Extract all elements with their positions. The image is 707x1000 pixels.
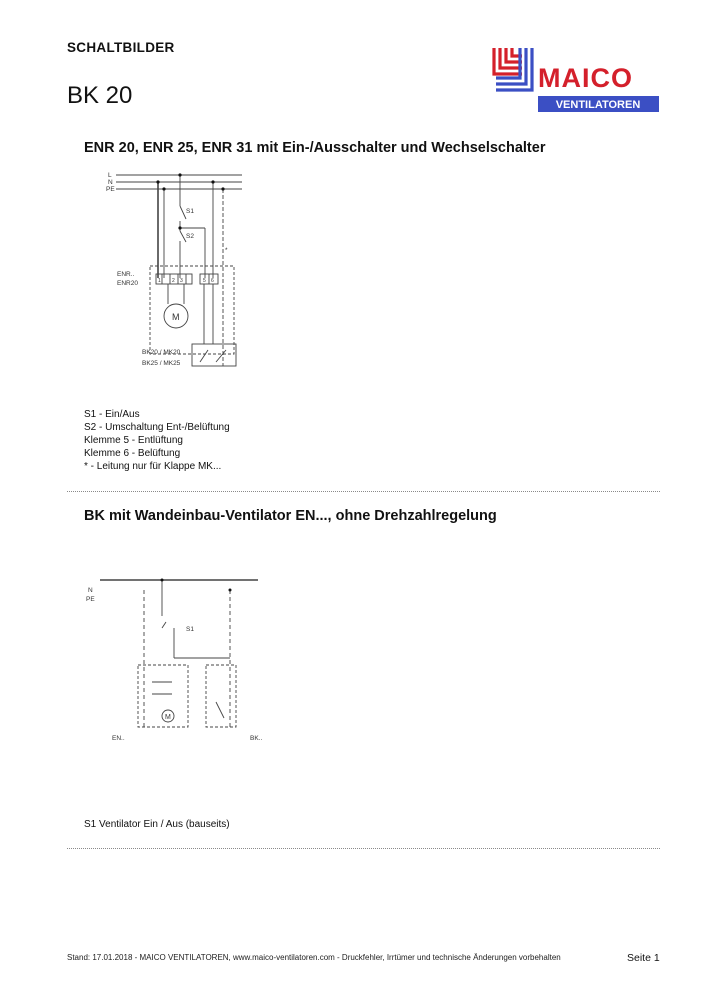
- legend-item: S2 - Umschaltung Ent-/Belüftung: [84, 422, 230, 433]
- damper-box: [206, 665, 236, 727]
- terminal-label-1: 1: [158, 278, 161, 284]
- motor-label: M: [165, 714, 171, 721]
- section-divider: [67, 848, 660, 849]
- damper-box: [192, 344, 236, 366]
- device-label-2: ENR20: [117, 280, 138, 287]
- legend-item: Klemme 5 - Entlüftung: [84, 435, 183, 446]
- motor-label: M: [172, 312, 180, 322]
- switch-label-s1: S1: [186, 208, 194, 215]
- terminal-label-3: 3: [180, 278, 183, 284]
- net-label-l: L: [108, 172, 112, 179]
- damper-label-2: BK25 / MK25: [142, 360, 181, 367]
- fan-label: EN..: [112, 735, 125, 742]
- net-label-n: N: [88, 587, 93, 594]
- section-2-title: BK mit Wandeinbau-Ventilator EN..., ohne Drehzahlregelung: [84, 508, 497, 524]
- legend-item: S1 - Ein/Aus: [84, 409, 140, 420]
- document-title: BK 20: [67, 82, 133, 109]
- page-number: Seite 1: [627, 952, 660, 964]
- terminal-label-6: 6: [211, 278, 214, 284]
- terminal-label-2: 2: [172, 278, 175, 284]
- section-2-legend: [84, 818, 230, 831]
- logo-subline-text: VENTILATOREN: [555, 99, 641, 111]
- footer-text: Stand: 17.01.2018 - MAICO VENTILATOREN, www.maico-ventilatoren.com - Druckfehler, Irrtümer und technische Änderungen vorbehalten: [67, 953, 561, 962]
- document-label: SCHALTBILDER: [67, 40, 175, 55]
- damper-label-1: BK20 / MK20: [142, 349, 181, 356]
- wiring-diagram-enr: [100, 166, 260, 384]
- section-1-legend: [84, 408, 230, 473]
- maico-logo-mark: [494, 48, 532, 90]
- damper-label: BK..: [250, 735, 263, 742]
- legend-item: Klemme 6 - Belüftung: [84, 448, 181, 459]
- maico-logo: [488, 44, 660, 115]
- section-divider: [67, 491, 660, 492]
- legend-item: * - Leitung nur für Klappe MK...: [84, 461, 222, 472]
- device-label-1: ENR..: [117, 271, 135, 278]
- wiring-diagram-en: [82, 570, 272, 745]
- fan-box: [138, 665, 188, 727]
- terminal-label-5: 5: [203, 278, 206, 284]
- switch-s1: [162, 622, 166, 628]
- legend-item: S1 Ventilator Ein / Aus (bauseits): [84, 819, 230, 830]
- net-label-pe: PE: [86, 596, 95, 603]
- switch-label-s2: S2: [186, 233, 194, 240]
- star-label: *: [225, 247, 228, 254]
- net-label-pe: PE: [106, 186, 115, 193]
- net-label-n: N: [108, 179, 113, 186]
- switch-label-s1: S1: [186, 626, 194, 633]
- logo-brand-text: MAICO: [538, 63, 633, 93]
- section-1-title: ENR 20, ENR 25, ENR 31 mit Ein-/Ausschalter und Wechselschalter: [84, 140, 546, 156]
